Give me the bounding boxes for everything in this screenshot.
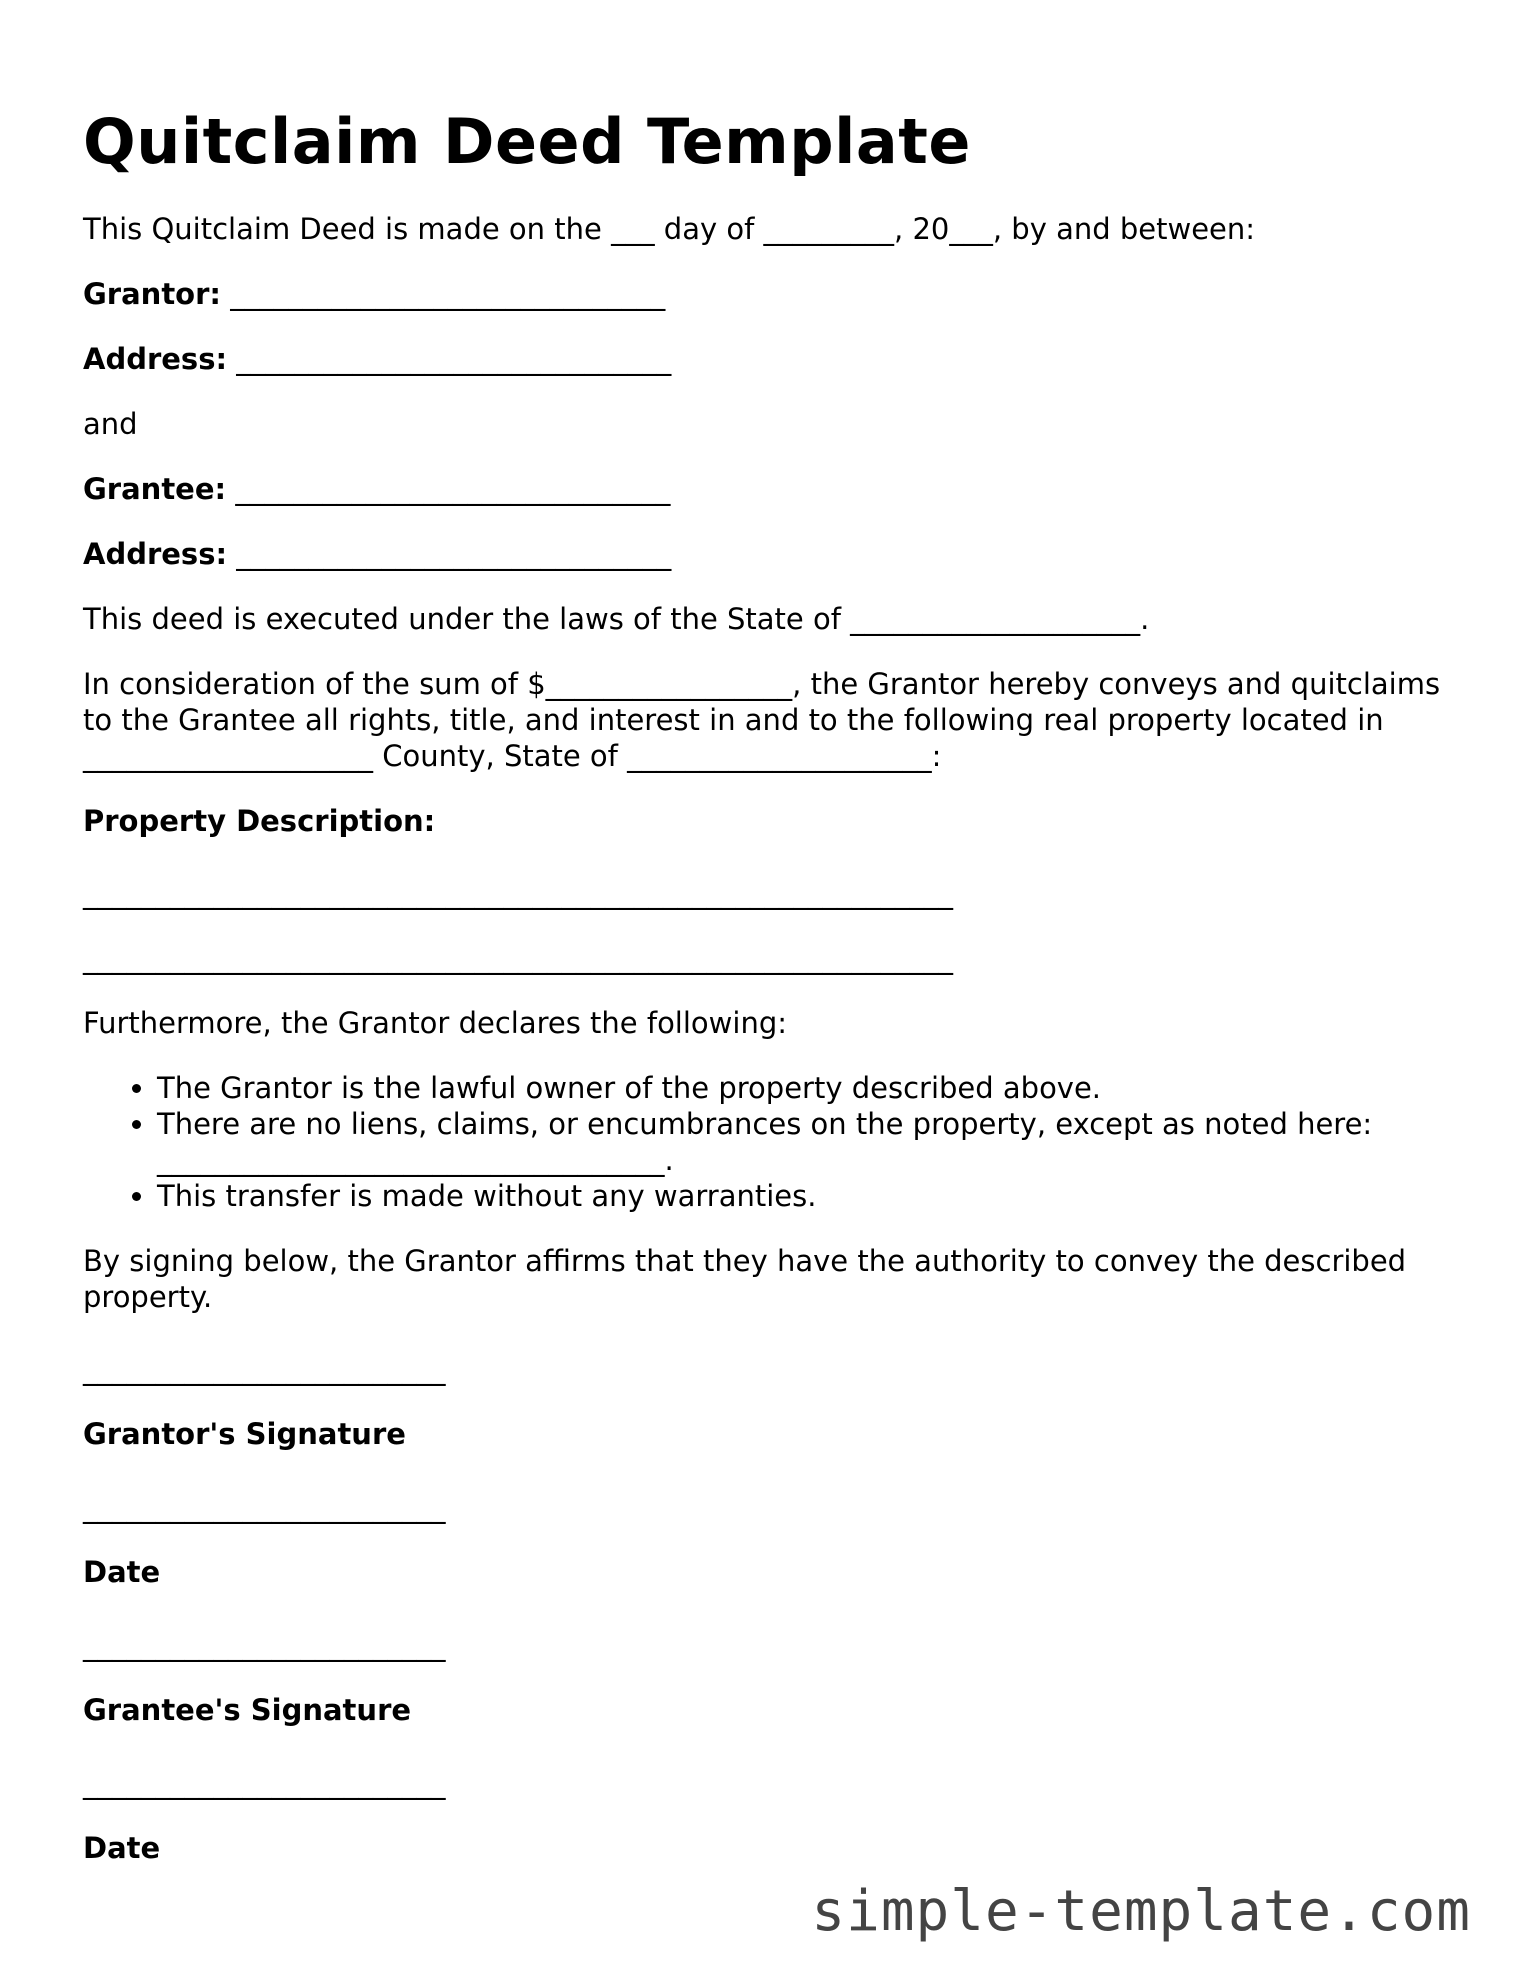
document-page [83,100,1443,1866]
consideration-paragraph: In consideration of the sum of $_________________, the Grantor hereby conveys and quitclaims to the Grantee all rights, title, and interest in and to the following real property located in ____________________ County, State of _____________________: [83,667,1441,773]
declaration-item-owner: • The Grantor is the lawful owner of the property described above. [157,1070,1443,1106]
grantor-field [83,276,1443,312]
grantor-address-blank[interactable]: ______________________________ [236,342,672,376]
grantor-label: Grantor: [83,277,222,311]
property-description-label: Property Description: [83,804,436,838]
grantee-date-line[interactable]: _________________________ [83,1766,446,1800]
document-title: Quitclaim Deed Template [83,105,971,178]
property-description-line-1[interactable]: ____________________________________________________________ [83,876,953,910]
declarations-list [83,1070,1443,1214]
grantee-blank[interactable]: ______________________________ [235,472,671,506]
grantor-address-label: Address: [83,342,228,376]
property-description-line-2[interactable]: ____________________________________________________________ [83,941,953,975]
intro-paragraph: This Quitclaim Deed is made on the ___ day of _________, 20___, by and between: [83,212,1256,246]
declaration-item-warranties: • This transfer is made without any warranties. [157,1178,1443,1214]
grantor-signature-label: Grantor's Signature [83,1417,406,1451]
grantee-address-blank[interactable]: ______________________________ [236,537,672,571]
signature-block [83,1351,1443,1866]
grantee-field [83,471,1443,507]
grantor-blank[interactable]: ______________________________ [230,277,666,311]
grantor-date-label: Date [83,1555,161,1589]
grantee-signature-line[interactable]: _________________________ [83,1628,446,1662]
declaration-item-liens: • There are no liens, claims, or encumbrances on the property, except as noted here: ___________________________________. [157,1106,1443,1178]
and-text: and [83,407,138,441]
grantee-address-label: Address: [83,537,228,571]
grantee-address-field [83,536,1443,572]
grantor-address-field [83,341,1443,377]
grantee-date-label: Date [83,1831,161,1865]
watermark-text: simple-template.com [811,1879,1471,1944]
declarations-intro: Furthermore, the Grantor declares the following: [83,1006,788,1040]
laws-paragraph: This deed is executed under the laws of the State of ____________________. [83,602,1150,636]
grantee-label: Grantee: [83,472,227,506]
affirmation-paragraph: By signing below, the Grantor affirms that they have the authority to convey the described property. [83,1244,1407,1314]
grantor-signature-line[interactable]: _________________________ [83,1352,446,1386]
grantor-date-line[interactable]: _________________________ [83,1490,446,1524]
grantee-signature-label: Grantee's Signature [83,1693,412,1727]
